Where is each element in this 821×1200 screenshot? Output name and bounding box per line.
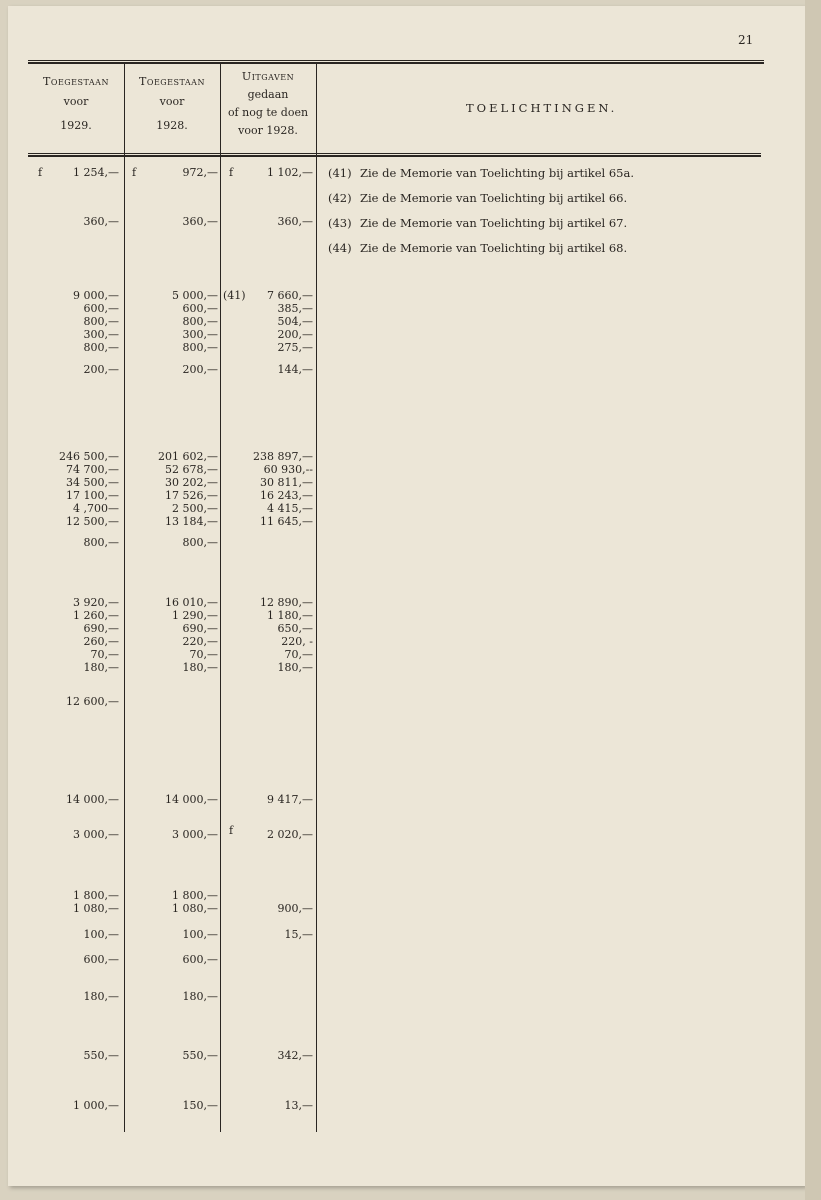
amount-1928: 220,—	[182, 635, 218, 648]
amount-1928: 150,—	[182, 1099, 218, 1112]
column-divider	[220, 64, 221, 1132]
amount-1928: 13 184,—	[165, 515, 218, 528]
note-text: Zie de Memorie van Toelichting bij artikel 68.	[360, 241, 628, 255]
amount-spent: 650,—	[277, 622, 313, 635]
amount-1929: 200,—	[83, 363, 119, 376]
amount-1929: 550,—	[83, 1049, 119, 1062]
amount-1929: 1 254,—	[73, 166, 119, 179]
header-title: Toegestaan	[43, 75, 109, 88]
amount-1928: 52 678,—	[165, 463, 218, 476]
amount-spent: 15,—	[284, 928, 313, 941]
amount-spent: 342,—	[277, 1049, 313, 1062]
amount-1929: 1 260,—	[73, 609, 119, 622]
header-rule	[28, 153, 761, 154]
amount-1928: 600,—	[182, 953, 218, 966]
amount-1928: 1 080,—	[172, 902, 218, 915]
amount-spent: 60 930,--	[263, 463, 313, 476]
amount-1929: 12 500,—	[66, 515, 119, 528]
amount-1929: 800,—	[83, 315, 119, 328]
header-col-1929	[28, 72, 124, 136]
note-item	[328, 166, 634, 180]
amount-1928: 14 000,—	[165, 793, 218, 806]
amount-1929: 12 600,—	[66, 695, 119, 708]
amount-spent: 11 645,—	[260, 515, 313, 528]
amount-spent: 275,—	[277, 341, 313, 354]
amount-spent: 12 890,—	[260, 596, 313, 609]
amount-1928: 550,—	[182, 1049, 218, 1062]
header-line: voor	[159, 95, 185, 108]
amount-1928: 180,—	[182, 990, 218, 1003]
header-toelichtingen: TOELICHTINGEN.	[466, 101, 618, 115]
amount-1928: 17 526,—	[165, 489, 218, 502]
amount-spent: 2 020,—	[267, 828, 313, 841]
amount-1929: 1 000,—	[73, 1099, 119, 1112]
amount-1928: 690,—	[182, 622, 218, 635]
amount-1928: 800,—	[182, 341, 218, 354]
amount-spent: 16 243,—	[260, 489, 313, 502]
amount-spent: 504,—	[277, 315, 313, 328]
amount-1929: 100,—	[83, 928, 119, 941]
page-edge	[805, 0, 821, 1200]
currency-marker: f	[132, 166, 137, 179]
amount-1929: 34 500,—	[66, 476, 119, 489]
header-line: of nog te doen	[227, 106, 309, 119]
amount-spent: 900,—	[277, 902, 313, 915]
amount-spent: 70,—	[284, 648, 313, 661]
amount-spent: 385,—	[277, 302, 313, 315]
note-text: Zie de Memorie van Toelichting bij artikel 67.	[360, 216, 628, 230]
amount-1929: 246 500,—	[59, 450, 119, 463]
top-rule-thick	[28, 62, 764, 64]
amount-1928: 800,—	[182, 536, 218, 549]
amount-1929: 180,—	[83, 661, 119, 674]
amount-spent: 180,—	[277, 661, 313, 674]
page-number: 21	[738, 33, 754, 47]
amount-spent: 7 660,—	[267, 289, 313, 302]
amount-spent: 4 415,—	[267, 502, 313, 515]
header-title: Uitgaven	[241, 70, 295, 83]
amount-1928: 200,—	[182, 363, 218, 376]
amount-spent: 1 180,—	[267, 609, 313, 622]
amount-1928: 70,—	[189, 648, 218, 661]
amount-spent: 360,—	[277, 215, 313, 228]
amount-1929: 3 920,—	[73, 596, 119, 609]
amount-1929: 690,—	[83, 622, 119, 635]
amount-1929: 1 080,—	[73, 902, 119, 915]
amount-1928: 360,—	[182, 215, 218, 228]
amount-1929: 4 ,700—	[73, 502, 119, 515]
amount-1929: 360,—	[83, 215, 119, 228]
currency-marker: f	[229, 824, 234, 837]
amount-1928: 2 500,—	[172, 502, 218, 515]
note-number: (43)	[328, 216, 352, 230]
header-line: voor	[63, 95, 89, 108]
amount-1929: 800,—	[83, 536, 119, 549]
page-sheet	[8, 6, 805, 1186]
note-number: (44)	[328, 241, 352, 255]
amount-1928: 1 800,—	[172, 889, 218, 902]
note-item	[328, 216, 627, 230]
amount-1928: 972,—	[182, 166, 218, 179]
amount-1928: 180,—	[182, 661, 218, 674]
amount-spent: 1 102,—	[267, 166, 313, 179]
header-line: voor 1928.	[238, 124, 298, 137]
header-year: 1928.	[156, 119, 188, 132]
amount-1929: 70,—	[90, 648, 119, 661]
amount-1928: 5 000,—	[172, 289, 218, 302]
amount-spent: 200,—	[277, 328, 313, 341]
note-number: (41)	[328, 166, 352, 180]
note-number: (42)	[328, 191, 352, 205]
amount-spent: 238 897,—	[253, 450, 313, 463]
note-item	[328, 191, 627, 205]
amount-1929: 14 000,—	[66, 793, 119, 806]
amount-1929: 1 800,—	[73, 889, 119, 902]
amount-spent: 13,—	[284, 1099, 313, 1112]
header-title: Toegestaan	[139, 75, 205, 88]
amount-spent: 144,—	[277, 363, 313, 376]
amount-spent: 9 417,—	[267, 793, 313, 806]
header-col-1928	[124, 72, 220, 136]
amount-1929: 74 700,—	[66, 463, 119, 476]
note-item	[328, 241, 627, 255]
amount-1928: 600,—	[182, 302, 218, 315]
header-col-uitgaven	[220, 68, 316, 140]
amount-1928: 3 000,—	[172, 828, 218, 841]
amount-1929: 600,—	[83, 302, 119, 315]
amount-1929: 300,—	[83, 328, 119, 341]
note-text: Zie de Memorie van Toelichting bij artikel 66.	[360, 191, 628, 205]
amount-1929: 180,—	[83, 990, 119, 1003]
amount-1928: 800,—	[182, 315, 218, 328]
amount-1929: 600,—	[83, 953, 119, 966]
amount-1928: 300,—	[182, 328, 218, 341]
column-divider	[316, 64, 317, 1132]
amount-1928: 201 602,—	[158, 450, 218, 463]
amount-1929: 260,—	[83, 635, 119, 648]
amount-1928: 30 202,—	[165, 476, 218, 489]
header-line: gedaan	[247, 88, 289, 101]
amount-1928: 100,—	[182, 928, 218, 941]
amount-1928: 16 010,—	[165, 596, 218, 609]
top-rule	[28, 60, 764, 61]
header-year: 1929.	[60, 119, 92, 132]
amount-1928: 1 290,—	[172, 609, 218, 622]
currency-marker: f	[229, 166, 234, 179]
note-text: Zie de Memorie van Toelichting bij artikel 65a.	[360, 166, 635, 180]
column-divider	[124, 64, 125, 1132]
amount-1929: 9 000,—	[73, 289, 119, 302]
currency-marker: f	[38, 166, 43, 179]
header-rule-thick	[28, 155, 761, 157]
amount-spent: 30 811,—	[260, 476, 313, 489]
amount-reference: (41)	[223, 289, 246, 302]
amount-1929: 17 100,—	[66, 489, 119, 502]
amount-1929: 3 000,—	[73, 828, 119, 841]
amount-1929: 800,—	[83, 341, 119, 354]
amount-spent: 220, -	[281, 635, 313, 648]
